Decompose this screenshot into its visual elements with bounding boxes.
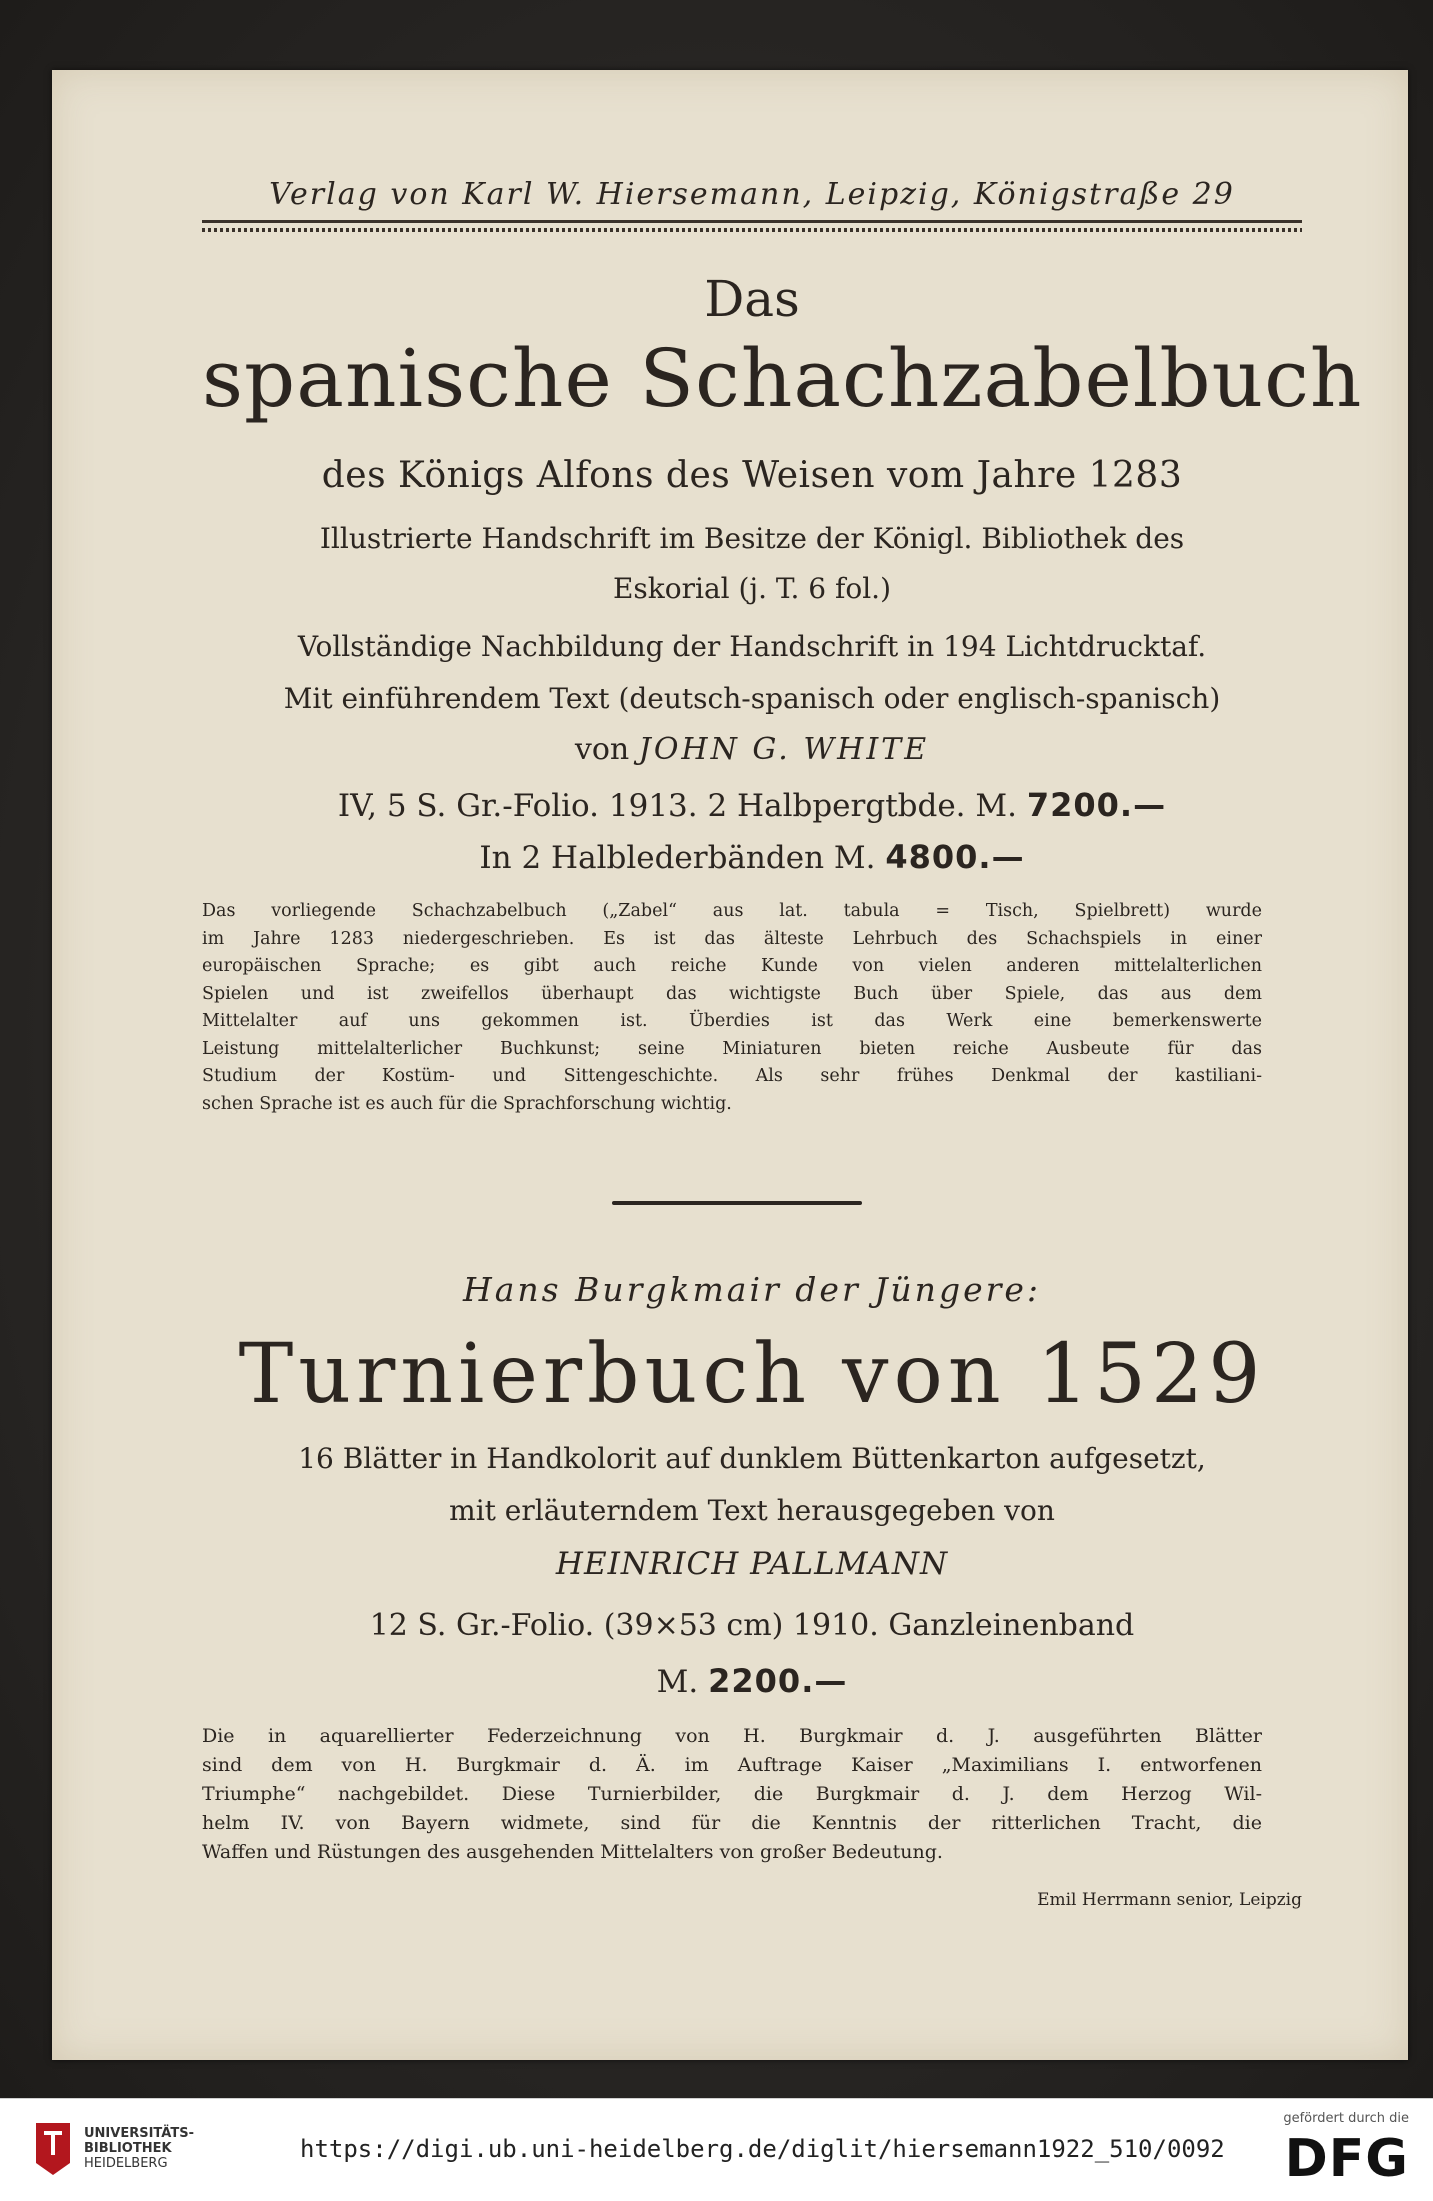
dfg-logo: DFG bbox=[1284, 2129, 1409, 2189]
description-line: Studium der Kostüm- und Sittengeschichte. Als sehr frühes Denkmal der kastiliani- bbox=[202, 1066, 1262, 1086]
description-line: im Jahre 1283 niedergeschrieben. Es ist das älteste Lehrbuch des Schachspiels in einer bbox=[202, 928, 1262, 949]
library-name-line2: BIBLIOTHEK bbox=[84, 2141, 172, 2156]
header-dotted-rule bbox=[202, 228, 1302, 232]
price-line-halbleder bbox=[202, 838, 1302, 876]
price-line2-text: In 2 Halblederbänden M. bbox=[479, 840, 876, 876]
text-language-info: Mit einführendem Text (deutsch-spanisch oder englisch-spanisch) bbox=[283, 682, 1221, 715]
editor-name: HEINRICH PALLMANN bbox=[555, 1546, 949, 1582]
publisher-header: Verlag von Karl W. Hiersemann, Leipzig, Königstraße 29 bbox=[269, 177, 1235, 212]
turnierbuch-description bbox=[202, 1722, 1262, 1867]
description-line: Leistung mittelalterlicher Buchkunst; seine Miniaturen bieten reiche Ausbeute für das bbox=[202, 1038, 1262, 1059]
catalog-page bbox=[52, 70, 1408, 2060]
title-das: Das bbox=[704, 270, 800, 328]
library-name-line1: UNIVERSITÄTS- bbox=[84, 2126, 194, 2141]
description-line: Das vorliegende Schachzabelbuch („Zabel“ aus lat. tabula = Tisch, Spielbrett) wurde bbox=[202, 901, 1262, 921]
description-line: Mittelalter auf uns gekommen ist. Überdies ist das Werk eine bemerkenswerte bbox=[202, 1011, 1262, 1031]
editor-intro: mit erläuterndem Text herausgegeben von bbox=[449, 1494, 1055, 1527]
turnierbuch-author: Hans Burgkmair der Jüngere: bbox=[462, 1270, 1042, 1309]
funded-by-label: gefördert durch die bbox=[1283, 2111, 1409, 2126]
book-title-schachzabelbuch: spanische Schachzabelbuch bbox=[202, 332, 1363, 425]
manuscript-info-line1: Illustrierte Handschrift im Besitze der Königl. Bibliothek des bbox=[319, 522, 1185, 555]
description-line: helm IV. von Bayern widmete, sind für die Kenntnis der ritterlichen Tracht, die bbox=[202, 1812, 1262, 1834]
description-line: Die in aquarellierter Federzeichnung von H. Burgkmair d. J. ausgeführten Blätter bbox=[202, 1725, 1262, 1747]
author-name: JOHN G. WHITE bbox=[638, 732, 930, 767]
price-suffix: .— bbox=[801, 1662, 848, 1700]
header-rule bbox=[202, 220, 1302, 223]
book-title-turnierbuch: Turnierbuch von 1529 bbox=[238, 1327, 1266, 1422]
schachzabelbuch-description bbox=[202, 898, 1262, 1118]
description-line: europäischen Sprache; es gibt auch reiche Kunde von vielen anderen mittelalterlichen bbox=[202, 956, 1262, 976]
book-subtitle: des Königs Alfons des Weisen vom Jahre 1283 bbox=[321, 455, 1183, 496]
price-value: 2200 bbox=[708, 1662, 802, 1700]
description-line: schen Sprache ist es auch für die Sprachforschung wichtig. bbox=[202, 1093, 732, 1114]
description-line: Triumphe“ nachgebildet. Diese Turnierbilder, die Burgkmair d. J. dem Herzog Wil- bbox=[202, 1783, 1262, 1805]
sheets-info: 16 Blätter in Handkolorit auf dunklem Büttenkarton aufgesetzt, bbox=[298, 1442, 1206, 1475]
section-divider bbox=[612, 1201, 862, 1205]
permalink-url[interactable]: https://digi.ub.uni-heidelberg.de/diglit/hiersemann1922_510/0092 bbox=[300, 2135, 1225, 2163]
price-line2-value: 4800 bbox=[885, 838, 979, 876]
price-line-turnierbuch bbox=[202, 1662, 1302, 1700]
reproduction-info: Vollständige Nachbildung der Handschrift in 194 Lichtdrucktaf. bbox=[297, 630, 1207, 663]
price-line1-text: IV, 5 S. Gr.-Folio. 1913. 2 Halbpergtbde. M. bbox=[337, 788, 1017, 824]
printer-credit: Emil Herrmann senior, Leipzig bbox=[1037, 1890, 1302, 1910]
digitization-footer bbox=[0, 2098, 1433, 2201]
price-line1-value: 7200 bbox=[1026, 786, 1120, 824]
library-name-line3: HEIDELBERG bbox=[84, 2156, 168, 2171]
von-label: von bbox=[574, 732, 630, 767]
price-line-halbpergament bbox=[202, 786, 1302, 824]
price-line1-suffix: .— bbox=[1119, 786, 1167, 824]
author-line bbox=[202, 732, 1302, 767]
format-info: 12 S. Gr.-Folio. (39×53 cm) 1910. Ganzleinenband bbox=[369, 1608, 1135, 1643]
price-prefix: M. bbox=[656, 1664, 699, 1700]
description-line: Spielen und ist zweifellos überhaupt das wichtigste Buch über Spiele, das aus dem bbox=[202, 983, 1262, 1004]
description-line: sind dem von H. Burgkmair d. Ä. im Auftrage Kaiser „Maximilians I. entworfenen bbox=[202, 1754, 1262, 1776]
library-name bbox=[84, 2126, 194, 2171]
description-line: Waffen und Rüstungen des ausgehenden Mittelalters von großer Bedeutung. bbox=[202, 1841, 943, 1863]
manuscript-info-line2: Eskorial (j. T. 6 fol.) bbox=[612, 572, 891, 605]
university-seal-icon bbox=[30, 2121, 76, 2177]
price-line2-suffix: .— bbox=[978, 838, 1025, 876]
